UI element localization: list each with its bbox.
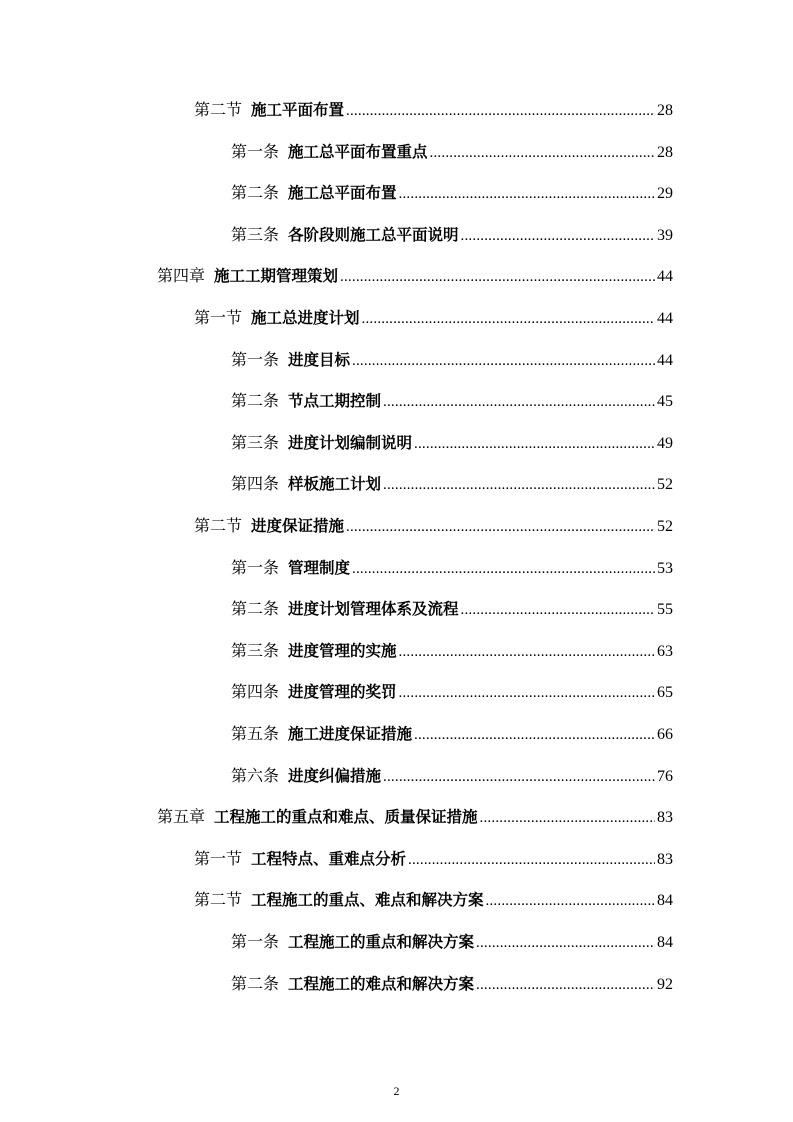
toc-entry-number: 第一节 — [194, 308, 243, 327]
toc-entry-number: 第二条 — [231, 183, 280, 203]
toc-entry[interactable] — [231, 470, 673, 498]
toc-entry-number: 第六条 — [231, 765, 280, 785]
toc-entry-title: 进度保证措施 — [251, 517, 345, 535]
toc-entry-page: 76 — [657, 767, 673, 785]
toc-entry-page: 52 — [657, 518, 673, 535]
toc-entry-page: 28 — [657, 143, 673, 161]
toc-entry-page: 66 — [657, 726, 673, 743]
toc-dot-leader — [346, 513, 655, 541]
toc-entry-number: 第四章 — [157, 266, 206, 286]
toc-entry-number: 第一条 — [231, 557, 280, 577]
toc-entry-page: 28 — [657, 102, 673, 119]
toc-entry-page: 44 — [657, 310, 673, 327]
toc-entry[interactable] — [231, 928, 673, 956]
toc-entry-number: 第二条 — [231, 391, 280, 411]
toc-entry-title: 施工总平面布置重点 — [288, 142, 428, 161]
toc-dot-leader — [430, 139, 655, 167]
toc-dot-leader — [476, 971, 655, 999]
toc-entry-page: 52 — [657, 476, 673, 494]
toc-entry-page: 83 — [657, 809, 673, 827]
toc-entry-number: 第一节 — [194, 848, 243, 868]
toc-dot-leader — [340, 263, 655, 291]
toc-entry-page: 84 — [657, 892, 673, 910]
toc-entry-number: 第三条 — [231, 432, 280, 452]
toc-entry-title: 施工工期管理策划 — [214, 267, 339, 286]
toc-entry[interactable] — [231, 970, 673, 998]
toc-entry-title: 工程施工的重点和难点、质量保证措施 — [214, 808, 478, 827]
toc-entry-title: 节点工期控制 — [288, 392, 382, 411]
toc-entry[interactable] — [231, 595, 673, 623]
toc-entry[interactable] — [231, 387, 673, 415]
toc-dot-leader — [352, 555, 655, 583]
toc-entry-number: 第二条 — [231, 599, 280, 619]
toc-entry-title: 施工进度保证措施 — [288, 725, 413, 743]
toc-entry[interactable] — [231, 762, 673, 790]
toc-entry[interactable] — [231, 179, 673, 207]
toc-entry-title: 样板施工计划 — [288, 475, 382, 494]
toc-entry-title: 进度纠偏措施 — [288, 766, 382, 785]
toc-dot-leader — [352, 347, 655, 375]
toc-dot-leader — [362, 305, 655, 333]
toc-entry-page: 44 — [657, 351, 673, 369]
toc-entry-number: 第二条 — [231, 973, 280, 993]
toc-entry[interactable] — [231, 637, 673, 665]
page-number: 2 — [393, 1084, 400, 1098]
toc-entry[interactable] — [194, 845, 673, 873]
toc-entry[interactable] — [157, 262, 673, 290]
toc-entry-number: 第三条 — [231, 224, 280, 244]
toc-entry-page: 55 — [657, 601, 673, 619]
toc-entry[interactable] — [231, 429, 673, 457]
toc-entry-title: 施工平面布置 — [251, 101, 345, 119]
toc-entry[interactable] — [231, 221, 673, 249]
toc-entry-number: 第一条 — [231, 349, 280, 369]
toc-entry-number: 第五章 — [157, 807, 206, 827]
toc-dot-leader — [383, 388, 655, 416]
toc-entry-title: 工程施工的重点和解决方案 — [288, 933, 475, 951]
toc-entry-title: 工程特点、重难点分析 — [251, 849, 407, 868]
toc-entry-title: 施工总进度计划 — [251, 309, 360, 327]
toc-dot-leader — [461, 222, 655, 250]
toc-entry[interactable] — [194, 512, 673, 540]
toc-entry-page: 44 — [657, 268, 673, 286]
toc-entry-page: 39 — [657, 226, 673, 244]
toc-entry-number: 第二节 — [194, 890, 243, 910]
toc-entry-page: 63 — [657, 642, 673, 660]
toc-entry-page: 53 — [657, 559, 673, 577]
toc-dot-leader — [346, 97, 655, 125]
toc-entry-title: 进度计划编制说明 — [288, 433, 413, 452]
toc-entry[interactable] — [231, 554, 673, 582]
toc-dot-leader — [383, 471, 655, 499]
toc-entry[interactable] — [231, 720, 673, 748]
toc-entry-title: 工程施工的难点和解决方案 — [288, 974, 475, 993]
toc-dot-leader — [476, 929, 655, 957]
toc-entry-page: 49 — [657, 434, 673, 452]
toc-entry[interactable] — [231, 678, 673, 706]
toc-entry-title: 工程施工的重点、难点和解决方案 — [251, 891, 484, 910]
toc-entry[interactable] — [194, 304, 673, 332]
toc-entry-page: 65 — [657, 684, 673, 702]
toc-entry-number: 第二节 — [194, 516, 243, 535]
toc-entry-number: 第四条 — [231, 474, 280, 494]
toc-dot-leader — [399, 638, 655, 666]
toc-entry-title: 进度管理的奖罚 — [288, 683, 397, 702]
toc-entry-page: 29 — [657, 185, 673, 203]
toc-entry-title: 管理制度 — [288, 558, 351, 577]
toc-entry-title: 施工总平面布置 — [288, 184, 397, 203]
toc-dot-leader — [399, 180, 655, 208]
toc-dot-leader — [383, 763, 655, 791]
toc-entry[interactable] — [194, 96, 673, 124]
toc-entry-number: 第四条 — [231, 682, 280, 702]
toc-entry-number: 第三条 — [231, 640, 280, 660]
toc-entry-page: 45 — [657, 393, 673, 411]
toc-entry[interactable] — [231, 346, 673, 374]
toc-dot-leader — [408, 846, 655, 874]
toc-entry-number: 第一条 — [231, 141, 280, 161]
toc-entry-number: 第五条 — [231, 724, 280, 743]
toc-entry-title: 各阶段则施工总平面说明 — [288, 225, 459, 244]
toc-entry-title: 进度计划管理体系及流程 — [288, 600, 459, 619]
toc-entry[interactable] — [157, 803, 673, 831]
toc-entry-number: 第二节 — [194, 100, 243, 119]
toc-entry-page: 83 — [657, 850, 673, 868]
toc-dot-leader — [486, 887, 655, 915]
toc-entry-page: 92 — [657, 975, 673, 993]
toc-entry-page: 84 — [657, 934, 673, 951]
toc-dot-leader — [399, 679, 655, 707]
toc-entry-title: 进度目标 — [288, 350, 351, 369]
toc-dot-leader — [480, 804, 655, 832]
toc-dot-leader — [414, 721, 655, 749]
toc-dot-leader — [461, 596, 655, 624]
toc-dot-leader — [414, 430, 655, 458]
toc-entry[interactable] — [194, 886, 673, 914]
toc-entry[interactable] — [231, 138, 673, 166]
toc-entry-title: 进度管理的实施 — [288, 641, 397, 660]
toc-entry-number: 第一条 — [231, 932, 280, 951]
